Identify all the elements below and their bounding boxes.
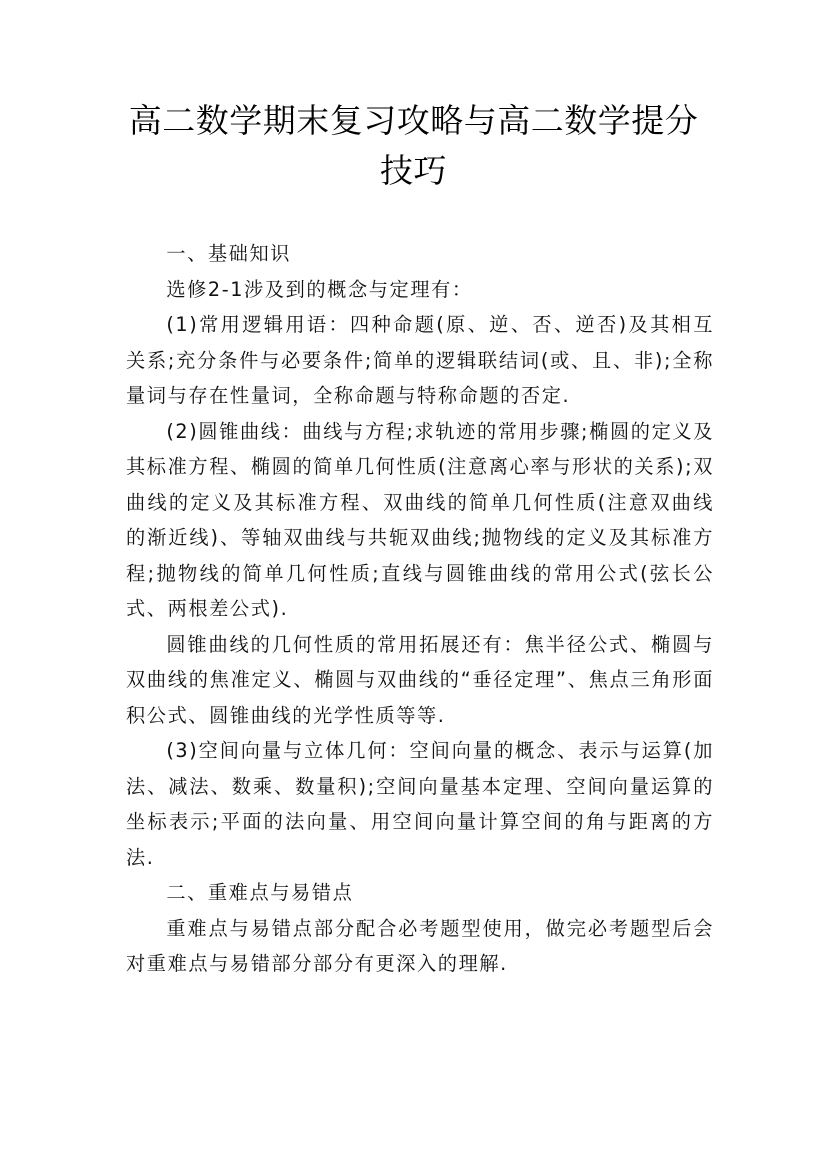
paragraph-intro: 选修2-1涉及到的概念与定理有： (166, 277, 473, 301)
document-title: 高二数学期末复习攻略与高二数学提分技巧 (128, 101, 699, 190)
paragraph-logic: (1)常用逻辑用语：四种命题(原、逆、否、逆否)及其相互关系;充分条件与必要条件;简单的逻辑联结词(或、且、非);全称量词与存在性量词，全称命题与特称命题的否定. (126, 313, 714, 407)
paragraph-difficulties: 重难点与易错点部分配合必考题型使用，做完必考题型后会对重难点与易错部分部分有更深入的理解. (126, 916, 714, 975)
paragraph-space-vectors: (3)空间向量与立体几何：空间向量的概念、表示与运算(加法、减法、数乘、数量积);空间向量基本定理、空间向量运算的坐标表示;平面的法向量、用空间向量计算空间的角与距离的方法. (126, 739, 714, 869)
section-heading-basics: 一、基础知识 (166, 242, 292, 265)
paragraph-conics: (2)圆锥曲线：曲线与方程;求轨迹的常用步骤;椭圆的定义及其标准方程、椭圆的简单几何性质(注意离心率与形状的关系);双曲线的定义及其标准方程、双曲线的简单几何性质(注意双曲线的渐近线)、等轴双曲线与共轭双曲线;抛物线的定义及其标准方程;抛物线的简单几何性质;直线与圆锥曲线的常用公式(弦长公式、两根差公式). (126, 419, 714, 620)
section-heading-difficulties: 二、重难点与易错点 (166, 881, 354, 904)
document-body (126, 236, 714, 982)
paragraph-conic-extensions: 圆锥曲线的几何性质的常用拓展还有：焦半径公式、椭圆与双曲线的焦准定义、椭圆与双曲线的“垂径定理”、焦点三角形面积公式、圆锥曲线的光学性质等等. (126, 632, 714, 727)
